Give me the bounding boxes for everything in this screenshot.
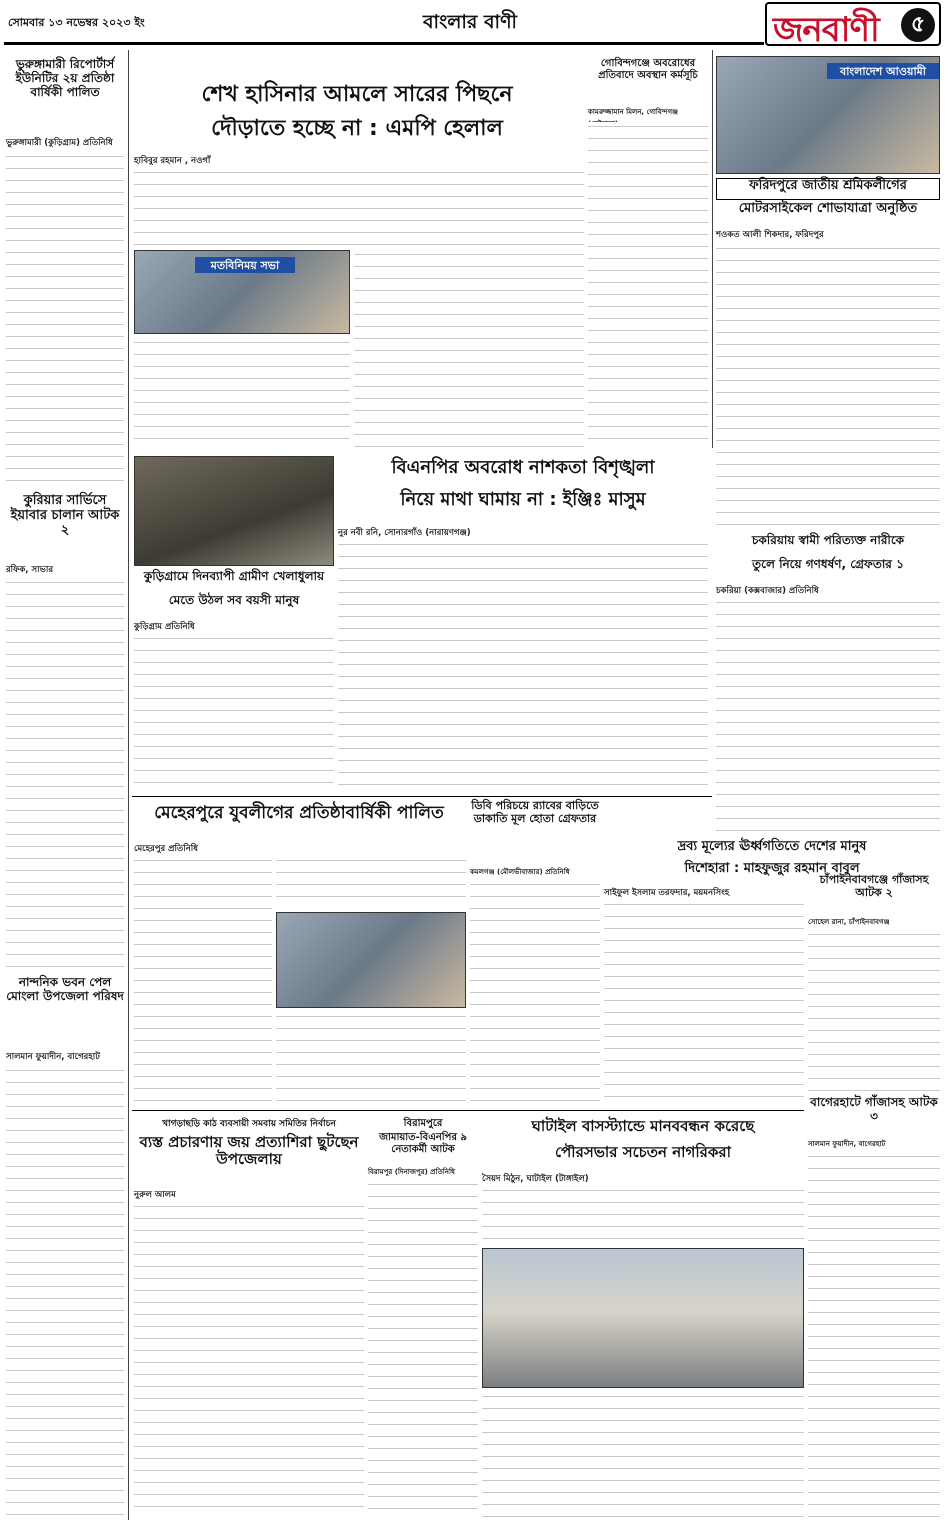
meherpur-headline: মেহেরপুরে যুবলীগের প্রতিষ্ঠাবার্ষিকী পালিত [154, 803, 444, 823]
nandanik-headline: নান্দনিক ভবন পেল মোংলা উপজেলা পরিষদ [6, 975, 124, 1003]
kurigram-headline-line2: মেতে উঠল সব বয়সী মানুষ [168, 593, 300, 607]
khagrachari-body [134, 1202, 364, 1518]
chakaria-body [716, 598, 940, 836]
faridpur-headline-line1: ফরিদপুরে জাতীয় শ্রমিকলীগের [716, 178, 940, 200]
reporters-unit-byline: ভুরুঙ্গামারী (কুড়িগ্রাম) প্রতিনিধি [6, 138, 113, 148]
faridpur-byline: শওকত আলী শিকদার, ফরিদপুর [716, 230, 824, 240]
birampur-headline: জামায়াত-বিএনপির ৯ নেতাকর্মী আটক [379, 1132, 467, 1155]
section-rule [132, 1110, 804, 1111]
courier-headline: কুরিয়ার সার্ভিসে ইয়াবার চালান আটক ২ [10, 493, 120, 538]
ghatail-headline-line1: ঘাটাইল বাসস্ট্যান্ডে মানববন্ধন করেছে [531, 1117, 755, 1135]
section-rule [132, 796, 712, 797]
faridpur-body [716, 244, 940, 528]
db-rab-body [470, 880, 600, 1106]
hasina-headline-line1: শেখ হাসিনার আমলে সারের পিছনে [201, 82, 513, 107]
header-rule [4, 42, 764, 45]
faridpur-banner-text: বাংলাদেশ আওয়ামী [827, 63, 939, 79]
masthead-logo [765, 2, 941, 50]
prices-body [604, 900, 804, 1106]
bnp-headline-line1: বিএনপির অবরোধ নাশকতা বিশৃঙ্খলা [391, 457, 655, 478]
db-rab-headline: ডিবি পরিচয়ে র‍্যাবের বাড়িতে ডাকাতি মূল হোতা গ্রেফতার [471, 799, 599, 825]
bnp-headline-line2: নিয়ে মাথা ঘামায় না : ইঞ্জিঃ মাসুম [400, 489, 646, 510]
faridpur-headline-line2: মোটরসাইকেল শোভাযাত্রা অনুষ্ঠিত [738, 201, 918, 216]
reporters-unit-headline: ভুরুঙ্গামারী রিপোর্টার্স ইউনিটির ২য় প্রতিষ্ঠা বার্ষিকী পালিত [15, 57, 115, 99]
hasina-body-right [354, 250, 584, 450]
meherpur-body-bottom [276, 1012, 466, 1106]
meherpur-byline: মেহেরপুর প্রতিনিধি [134, 844, 198, 854]
issue-date: সোমবার ১৩ নভেম্বর ২০২৩ ইং [8, 16, 145, 29]
hasina-headline-line2: দৌড়াতে হচ্ছে না : এমপি হেলাল [211, 116, 503, 141]
kurigram-headline-line1: কুড়িগ্রামে দিনব্যাপী গ্রামীণ খেলাধুলায় [143, 569, 325, 583]
meeting-banner-text: মতবিনিময় সভা [195, 257, 295, 273]
reporters-unit-body [6, 152, 124, 490]
ghatail-photo [482, 1248, 804, 1388]
bagerhat-byline: সালমান ফুয়াদীন, বাগেরহাট [808, 1140, 886, 1148]
khagrachari-kicker: খাগড়াছড়ি কাঠ ব্যবসায়ী সমবায় সমিতির নির্বাচন [162, 1119, 336, 1129]
hasina-byline: হাবিবুর রহমান , নওগাঁ [134, 156, 211, 166]
faridpur-photo [716, 56, 940, 174]
chakaria-headline-line1: চকরিয়ায় স্বামী পরিত্যক্ত নারীকে [751, 533, 905, 547]
meherpur-body-left [134, 856, 272, 1106]
games-photo [134, 456, 334, 566]
meherpur-body-right [276, 856, 466, 908]
khagrachari-headline: ব্যস্ত প্রচারণায় জয় প্রত্যাশিরা ছুটছেন উপজেলায় [139, 1133, 359, 1169]
chapai-headline: চাঁপাইনবাবগঞ্জে গাঁজাসহ আটক ২ [819, 873, 929, 899]
khagrachari-byline: নুরুল আলম [134, 1190, 176, 1200]
courier-body [6, 578, 124, 968]
prices-headline-line1: দ্রব্য মূল্যের ঊর্ধ্বগতিতে দেশের মানুষ [677, 839, 867, 854]
birampur-byline: বিরামপুর (দিনাজপুর) প্রতিনিধি [368, 1168, 455, 1176]
bagerhat-body [808, 1152, 940, 1518]
kurigram-byline: কুড়িগ্রাম প্রতিনিধি [134, 622, 195, 632]
gobindaganj-byline: কামরুজ্জামান মিলন, গোবিন্দগঞ্জ [588, 108, 679, 116]
ghatail-headline-line2: পৌরসভার সচেতন নাগরিকরা [555, 1143, 731, 1161]
gobindaganj-body [588, 122, 708, 448]
meeting-photo [134, 250, 350, 334]
chapai-body [808, 930, 940, 1092]
prices-byline: সাইফুল ইসলাম তরফদার, ময়মনসিংহ [604, 888, 730, 898]
ghatail-body-top [482, 1186, 804, 1244]
bnp-body [338, 540, 708, 792]
nandanik-body [6, 1066, 124, 1516]
bnp-byline: নুর নবী রনি, সোনারগাঁও (নারায়ণগঞ্জ) [338, 528, 471, 538]
hasina-body-bottom [134, 338, 350, 450]
column-divider [712, 50, 713, 448]
chakaria-headline-line2: তুলে নিয়ে গণধর্ষণ, গ্রেফতার ১ [752, 557, 904, 571]
nandanik-byline: সালমান ফুয়াদীন, বাগেরহাট [6, 1052, 100, 1062]
page-number: ৫ [901, 8, 935, 42]
gobindaganj-headline: গোবিন্দগঞ্জে অবরোধের প্রতিবাদে অবস্থান কর্মসূচি [598, 58, 698, 81]
ghatail-body-bottom [482, 1392, 804, 1518]
column-divider [128, 50, 129, 1520]
hasina-body-top [134, 168, 584, 246]
bagerhat-headline: বাগেরহাটে গাঁজাসহ আটক ৩ [810, 1095, 938, 1123]
logo-text: জনবাণী [773, 10, 879, 50]
prices-headline-line2: দিশেহারা : মাহফুজুর রহমান বাবুল [684, 861, 860, 876]
chakaria-byline: চকরিয়া (কক্সবাজার) প্রতিনিধি [716, 586, 819, 596]
courier-byline: রফিক, সাভার [6, 565, 54, 575]
ghatail-byline: সৈয়দ মিঠুন, ঘাটাইল (টাঙ্গাইল) [482, 1174, 589, 1184]
meherpur-photo [276, 912, 466, 1008]
birampur-body [368, 1180, 478, 1518]
section-title: বাংলার বাণী [422, 11, 517, 33]
db-rab-byline: কমলগঞ্জ (মৌলভীবাজার) প্রতিনিধি [470, 868, 570, 876]
birampur-kicker: বিরামপুরে [403, 1118, 443, 1129]
kurigram-body [134, 634, 334, 792]
chapai-byline: সোহেল রানা, চাঁপাইনবাবগঞ্জ [808, 918, 890, 926]
